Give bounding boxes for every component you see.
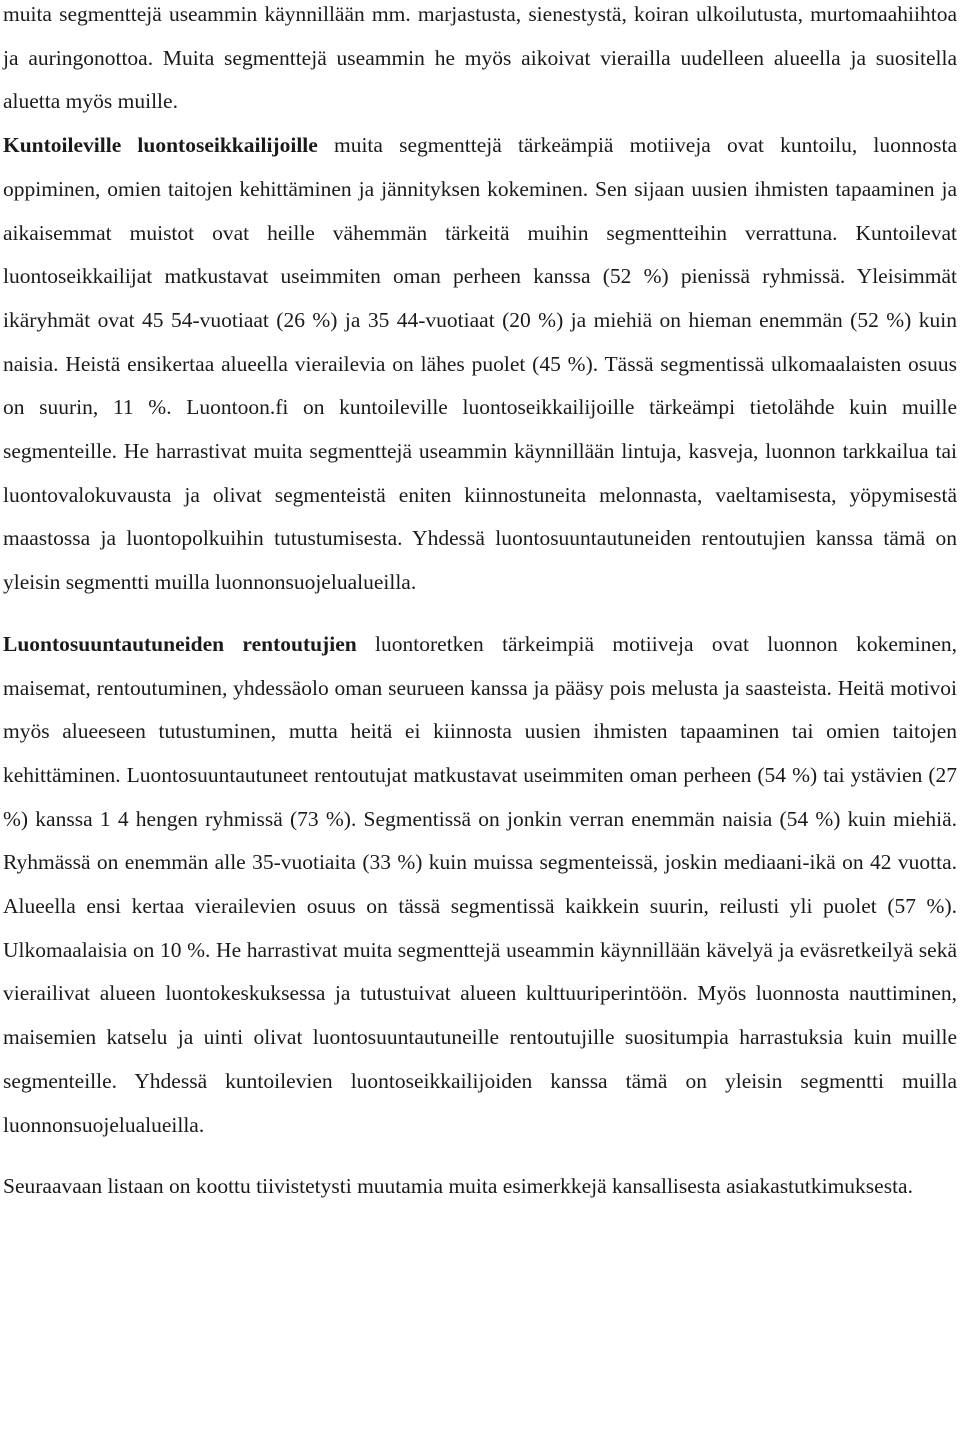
paragraph-conclusion: [3, 1165, 957, 1209]
paragraph-text: muita segmenttejä useammin käynnillään mm. marjastusta, sienestystä, koiran ulkoilutusta, murtomaahiihtoa ja auringonottoa. Muita segmenttejä useammin he myös aikoivat vierailla uudelleen alueella ja suositella aluetta myös muille.: [3, 2, 957, 114]
paragraph-intro: [3, 0, 957, 124]
paragraph-text: luontoretken tärkeimpiä motiiveja ovat luonnon kokeminen, maisemat, rentoutuminen, yhdessäolo oman seurueen kanssa ja pääsy pois melusta ja saasteista. Heitä motivoi myös alueeseen tutustuminen, mutta heitä ei kiinnosta uusien ihmisten tapaaminen tai omien taitojen kehittäminen. Luontosuuntautuneet rentoutujat matkustavat useimmiten oman perheen (54 %) tai ystävien (27 %) kanssa 1 4 hengen ryhmissä (73 %). Segmentissä on jonkin verran enemmän naisia (54 %) kuin miehiä. Ryhmässä on enemmän alle 35-vuotiaita (33 %) kuin muissa segmenteissä, joskin mediaani-ikä on 42 vuotta. Alueella ensi kertaa vierailevien osuus on tässä segmentissä kaikkein suurin, reilusti yli puolet (57 %). Ulkomaalaisia on 10 %. He harrastivat muita segmenttejä useammin käynnillään kävelyä ja eväsretkeilyä sekä vierailivat alueen luontokeskuksessa ja tutustuivat alueen kulttuuriperintöön. Myös luonnosta nauttiminen, maisemien katselu ja uinti olivat luontosuuntautuneille rentoutujille suositumpia harrastuksia kuin muille segmenteille. Yhdessä kuntoilevien luontoseikkailijoiden kanssa tämä on yleisin segmentti muilla luonnonsuojelualueilla.: [3, 631, 958, 1137]
paragraph-rentoutujat: [3, 623, 957, 1147]
paragraph-kuntoilevat: [3, 124, 957, 605]
paragraph-lead-term: Luontosuuntautuneiden rentoutujien: [3, 631, 357, 656]
paragraph-text: muita segmenttejä tärkeämpiä motiiveja ovat kuntoilu, luonnosta oppiminen, omien taitojen kehittäminen ja jännityksen kokeminen. Sen sijaan uusien ihmisten tapaaminen ja aikaisemmat muistot ovat heille vähemmän tärkeitä muihin segmentteihin verrattuna. Kuntoilevat luontoseikkailijat matkustavat useimmiten oman perheen kanssa (52 %) pienissä ryhmissä. Yleisimmät ikäryhmät ovat 45 54-vuotiaat (26 %) ja 35 44-vuotiaat (20 %) ja miehiä on hieman enemmän (52 %) kuin naisia. Heistä ensikertaa alueella vierailevia on lähes puolet (45 %). Tässä segmentissä ulkomaalaisten osuus on suurin, 11 %. Luontoon.fi on kuntoileville luontoseikkailijoille tärkeämpi tietolähde kuin muille segmenteille. He harrastivat muita segmenttejä useammin käynnillään lintuja, kasveja, luonnon tarkkailua tai luontovalokuvausta ja olivat segmenteistä eniten kiinnostuneita melonnasta, vaeltamisesta, yöpymisestä maastossa ja luontopolkuihin tutustumisesta. Yhdessä luontosuuntautuneiden rentoutujien kanssa tämä on yleisin segmentti muilla luonnonsuojelualueilla.: [3, 133, 958, 595]
paragraph-lead-term: Kuntoileville luontoseikkailijoille: [3, 133, 318, 158]
paragraph-text: Seuraavaan listaan on koottu tiivistetysti muutamia muita esimerkkejä kansallisesta asiakastutkimuksesta.: [3, 1174, 913, 1199]
document-page: [3, 0, 957, 1209]
